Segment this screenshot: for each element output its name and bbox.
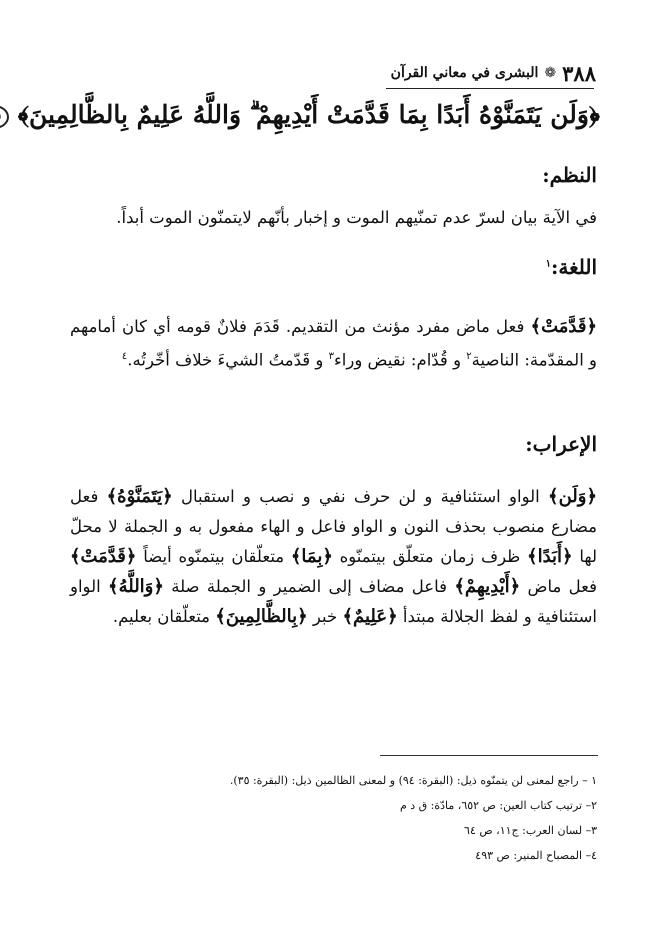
irab-paragraph (70, 482, 597, 632)
quran-verse (17, 100, 600, 150)
footnote-rule (380, 755, 598, 756)
footnote: ٣– لسان العرب: ج١١، ص ٦٤ (464, 824, 597, 837)
irab-text: فاعل مضاف إلى الضمير و الجملة صلة (171, 577, 448, 596)
footnote: ١ – راجع لمعنى لن يتمنّوه ذيل: (البقرة: ٩٤) و لمعنى الظالمين ذيل: (البقرة: ٣٥). (229, 774, 597, 787)
footnote: ٢– ترتيب كتاب العين: ص ٦٥٢، مادّة: ق د م (399, 799, 597, 812)
irab-text: فعل مضارع منصوب بحذف النون و الواو فاعل و الهاء مفعول به و الجملة لا محلّ لها (70, 487, 598, 566)
irab-text: خبر (312, 607, 338, 626)
irab-text: متعلّقان بعليم. (112, 607, 211, 626)
lugha-heading-text: اللغة: (550, 255, 597, 279)
quran-word: ﴿وَاللَّهُ﴾ (108, 576, 164, 597)
book-title: البشرى في معاني القرآن (390, 65, 539, 81)
flower-ornament-icon: ❁ (544, 65, 557, 81)
nazm-heading: النظم: (542, 163, 597, 187)
irab-text: فعل ماض (527, 577, 598, 596)
footnote-ref-1: ١ (545, 258, 551, 270)
lugha-text-c: و قَدّمتُ الشيءَ خلاف أخّرتُه. (127, 350, 324, 370)
page-number: ٣٨٨ (562, 60, 596, 86)
running-header (386, 58, 596, 88)
quran-word: ﴿بِمَا﴾ (290, 546, 333, 567)
header-rule (386, 88, 594, 89)
irab-text: الواو استئنافية و لفظ الجلالة مبتدأ (70, 577, 597, 626)
quran-word: ﴿بِالظَّالِمِينَ﴾ (215, 606, 308, 627)
footnote-ref-3: ٣ (328, 351, 335, 362)
quran-word: ﴿قَدَّمَتْ﴾ (530, 316, 597, 337)
quran-word: ﴿قَدَّمَتْ﴾ (70, 546, 137, 567)
quran-word: ﴿وَلَن﴾ (548, 486, 597, 507)
quran-word: ﴿عَلِيمٌ﴾ (342, 606, 398, 627)
verse-number-badge (0, 105, 9, 129)
footnote-ref-4: ٤ (121, 351, 128, 362)
nazm-paragraph: في الآية بيان لسرّ عدم تمنّيهم الموت و إخبار بأنّهم لايتمنّون الموت أبداً. (116, 208, 597, 227)
lugha-heading (546, 255, 597, 279)
quran-word: ﴿أَيْدِيهِمْ﴾ (454, 576, 521, 597)
irab-text: متعلّقان بيتمنّوه أيضاً (143, 547, 285, 566)
irab-heading: الإعراب: (525, 432, 597, 456)
lugha-text-a: فعل ماض مفرد مؤنث من التقديم. قَدَمَ فلانٌ قومه أي كان أمامهم و المقدّمة: الناصية (70, 317, 597, 370)
footnotes (70, 768, 597, 868)
lugha-text-b: و قُدّام: نقيض وراء (334, 350, 462, 370)
irab-text: الواو استئنافية و لن حرف نفي و نصب و استقبال (181, 487, 540, 506)
irab-text: ظرف زمان متعلّق بيتمنّوه (339, 547, 521, 566)
verse-text: ﴿وَلَن يَتَمَنَّوْهُ أَبَدًا بِمَا قَدَّمَتْ أَيْدِيهِمْ ۗ وَاللَّهُ عَلِيمٌ بِالظَّالِمِينَ﴾ (17, 100, 600, 129)
lugha-paragraph (70, 312, 597, 376)
footnote-ref-2: ٢ (466, 351, 472, 362)
quran-word: ﴿أَبَدًا﴾ (527, 546, 573, 567)
footnote: ٤– المصباح المنير: ص ٤٩٣ (475, 849, 597, 862)
quran-word: ﴿يَتَمَنَّوْهُ﴾ (106, 486, 173, 507)
